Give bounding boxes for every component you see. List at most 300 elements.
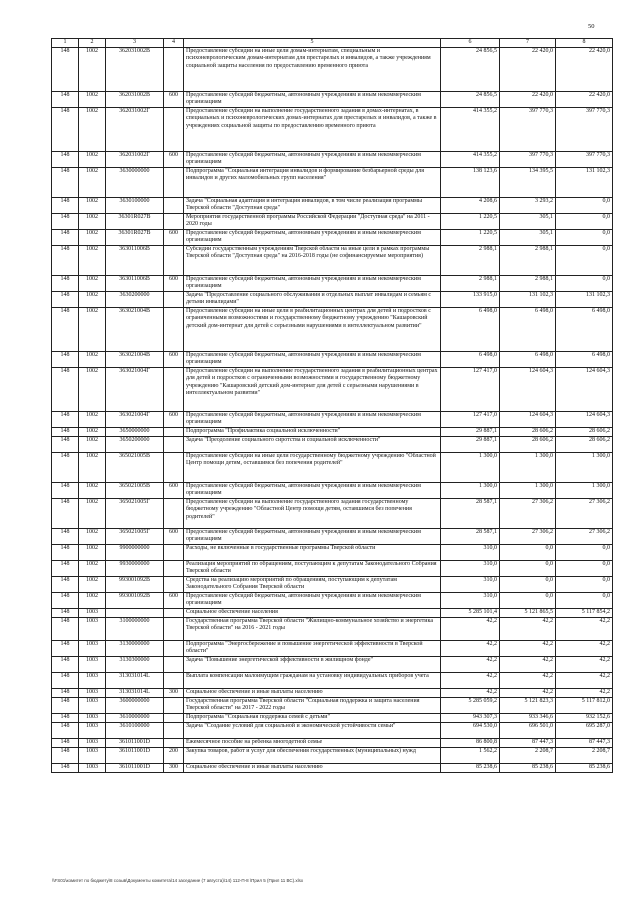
cell-amount-year1: 28 587,1	[441, 529, 500, 545]
cell-glav: 148	[52, 412, 79, 428]
cell-amount-year3: 397 770,3	[556, 152, 613, 168]
cell-name: Предоставление субсидий бюджетным, автономным учреждениям и иным некоммерческим организациям	[184, 412, 441, 428]
cell-amount-year3: 0,0	[556, 246, 613, 276]
cell-expense-type: 300	[164, 764, 184, 773]
table-row	[52, 168, 613, 198]
cell-amount-year3: 28 606,2	[556, 428, 613, 437]
cell-name: Подпрограмма "Социальная поддержка семей с детьми"	[184, 714, 441, 723]
cell-amount-year3: 42,2	[556, 618, 613, 641]
cell-expense-type	[164, 499, 184, 529]
cell-expense-type	[164, 657, 184, 673]
cell-expense-type: 600	[164, 276, 184, 292]
table-row	[52, 739, 613, 748]
cell-name: Реализация мероприятий по обращениям, поступающим к депутатам Законодательного Собрания Тверской области	[184, 561, 441, 577]
cell-amount-year1: 414 355,2	[441, 152, 500, 168]
cell-name: Мероприятия государственной программы Российской Федерации "Доступная среда" на 2011 - 2020 годы	[184, 214, 441, 230]
column-number: 3	[106, 39, 164, 48]
table-row	[52, 230, 613, 246]
cell-glav: 148	[52, 483, 79, 499]
cell-glav: 148	[52, 641, 79, 657]
cell-expense-type: 600	[164, 230, 184, 246]
cell-amount-year3: 0,0	[556, 561, 613, 577]
table-row	[52, 276, 613, 292]
cell-target-article: 3130300000	[106, 657, 164, 673]
cell-expense-type: 600	[164, 412, 184, 428]
cell-amount-year2: 397 770,3	[500, 108, 556, 152]
cell-target-article: 365021005В	[106, 483, 164, 499]
cell-target-article: 993001092В	[106, 577, 164, 593]
cell-target-article: 361011001D	[106, 748, 164, 764]
cell-name: Предоставление субсидии на иные цели в реабилитационных центрах для детей и подростков с ограниченными возможностями и государственному бюджетному учреждению "Кашаровский детский дом-интернат для детей с серьезными нарушениями в интеллектуальном развитии"	[184, 308, 441, 352]
cell-amount-year2: 27 306,2	[500, 499, 556, 529]
cell-expense-type	[164, 198, 184, 214]
cell-name: Предоставление субсидии на выполнение государственного задания в реабилитационных центрах для детей и подростков с ограниченными возможностями и государственному бюджетному учреждению "Кашаровский детский дом-интернат для детей с серьезными нарушениями в интеллектуальном развитии"	[184, 368, 441, 412]
cell-amount-year3: 0,0	[556, 276, 613, 292]
cell-amount-year3: 28 606,2	[556, 437, 613, 453]
cell-section: 1002	[79, 152, 106, 168]
cell-glav: 148	[52, 529, 79, 545]
budget-table	[51, 38, 613, 773]
table-row	[52, 618, 613, 641]
cell-name: Закупка товаров, работ и услуг для обеспечения государственных (муниципальных) нужд	[184, 748, 441, 764]
cell-amount-year3: 42,2	[556, 657, 613, 673]
cell-amount-year2: 27 306,2	[500, 529, 556, 545]
cell-glav: 148	[52, 618, 79, 641]
cell-section: 1002	[79, 308, 106, 352]
cell-name: Задача "Повышение энергетической эффективности в жилищном фонде"	[184, 657, 441, 673]
cell-amount-year2: 42,2	[500, 641, 556, 657]
cell-amount-year1: 127 417,0	[441, 368, 500, 412]
cell-amount-year3: 22 420,0	[556, 48, 613, 92]
table-row	[52, 714, 613, 723]
cell-glav: 148	[52, 673, 79, 689]
cell-glav: 148	[52, 657, 79, 673]
table-row	[52, 308, 613, 352]
table-row	[52, 529, 613, 545]
table-row	[52, 748, 613, 764]
cell-amount-year2: 28 606,2	[500, 437, 556, 453]
cell-expense-type	[164, 723, 184, 739]
cell-amount-year1: 1 220,5	[441, 230, 500, 246]
cell-section: 1003	[79, 739, 106, 748]
cell-amount-year3: 932 152,6	[556, 714, 613, 723]
cell-amount-year3: 0,0	[556, 198, 613, 214]
cell-expense-type	[164, 437, 184, 453]
cell-amount-year2: 2 208,7	[500, 748, 556, 764]
cell-amount-year1: 1 220,5	[441, 214, 500, 230]
cell-expense-type	[164, 214, 184, 230]
cell-amount-year2: 0,0	[500, 561, 556, 577]
cell-target-article: 361011001D	[106, 764, 164, 773]
cell-amount-year2: 22 420,0	[500, 48, 556, 92]
cell-name: Задача "Предоставление социального обслуживания и отдельных выплат инвалидам и семьям с детьми инвалидами"	[184, 292, 441, 308]
cell-glav: 148	[52, 723, 79, 739]
table-row	[52, 48, 613, 92]
cell-glav: 148	[52, 292, 79, 308]
cell-glav: 148	[52, 689, 79, 698]
table-row	[52, 453, 613, 483]
table-row	[52, 593, 613, 609]
cell-name: Задача "Преодоление социального сиротства и социальной исключенности"	[184, 437, 441, 453]
cell-amount-year1: 29 887,1	[441, 428, 500, 437]
cell-section: 1003	[79, 764, 106, 773]
cell-name: Субсидии государственным учреждениям Тверской области на иные цели в рамках программы Тверской области "Доступная среда" на 2016-2018 годы (не софинансируемые мероприятия)	[184, 246, 441, 276]
column-number: 6	[441, 39, 500, 48]
cell-name: Задача "Социальная адаптация и интеграция инвалидов, в том числе реализация программы Тверской области "Доступная среда"	[184, 198, 441, 214]
cell-section: 1003	[79, 689, 106, 698]
cell-amount-year2: 305,1	[500, 214, 556, 230]
cell-target-article: 313031014L	[106, 673, 164, 689]
cell-amount-year1: 2 988,1	[441, 246, 500, 276]
cell-expense-type	[164, 168, 184, 198]
cell-expense-type	[164, 609, 184, 618]
cell-amount-year2: 28 606,2	[500, 428, 556, 437]
cell-section: 1002	[79, 108, 106, 152]
cell-amount-year1: 85 238,6	[441, 764, 500, 773]
table-row	[52, 92, 613, 108]
cell-name: Предоставление субсидии на иные цели государственному бюджетному учреждению "Областной Центр помощи детям, оставшимся без попечения родителей"	[184, 453, 441, 483]
cell-amount-year2: 0,0	[500, 545, 556, 561]
cell-target-article: 363021004В	[106, 308, 164, 352]
cell-name: Предоставление субсидий бюджетным, автономным учреждениям и иным некоммерческим организациям	[184, 230, 441, 246]
column-number: 4	[164, 39, 184, 48]
cell-amount-year2: 42,2	[500, 673, 556, 689]
cell-section: 1002	[79, 168, 106, 198]
table-row	[52, 698, 613, 714]
cell-target-article: 363021004Г	[106, 368, 164, 412]
cell-glav: 148	[52, 352, 79, 368]
cell-amount-year2: 0,0	[500, 577, 556, 593]
cell-glav: 148	[52, 593, 79, 609]
cell-section: 1002	[79, 92, 106, 108]
cell-expense-type: 600	[164, 483, 184, 499]
page-number: 50	[588, 23, 595, 30]
cell-glav: 148	[52, 499, 79, 529]
cell-section: 1003	[79, 609, 106, 618]
cell-target-article: 3600000000	[106, 698, 164, 714]
cell-section: 1002	[79, 276, 106, 292]
cell-amount-year1: 133 915,0	[441, 292, 500, 308]
cell-expense-type	[164, 561, 184, 577]
cell-glav: 148	[52, 48, 79, 92]
cell-amount-year1: 138 123,6	[441, 168, 500, 198]
cell-section: 1002	[79, 529, 106, 545]
cell-amount-year1: 310,0	[441, 593, 500, 609]
cell-amount-year3: 5 117 812,0	[556, 698, 613, 714]
cell-amount-year1: 24 856,5	[441, 92, 500, 108]
cell-glav: 148	[52, 428, 79, 437]
cell-expense-type	[164, 308, 184, 352]
cell-section: 1003	[79, 723, 106, 739]
cell-name: Предоставление субсидий бюджетным, автономным учреждениям и иным некоммерческим организациям	[184, 529, 441, 545]
cell-expense-type	[164, 673, 184, 689]
cell-name: Предоставление субсидий бюджетным, автономным учреждениям и иным некоммерческим организациям	[184, 593, 441, 609]
cell-glav: 148	[52, 609, 79, 618]
cell-glav: 148	[52, 545, 79, 561]
cell-glav: 148	[52, 698, 79, 714]
cell-glav: 148	[52, 437, 79, 453]
cell-amount-year2: 124 604,3	[500, 368, 556, 412]
cell-amount-year1: 5 285 101,4	[441, 609, 500, 618]
cell-amount-year2: 1 300,0	[500, 453, 556, 483]
cell-amount-year3: 0,0	[556, 214, 613, 230]
column-number: 5	[184, 39, 441, 48]
cell-target-article: 3650000000	[106, 428, 164, 437]
cell-amount-year3: 0,0	[556, 577, 613, 593]
cell-amount-year2: 5 121 865,5	[500, 609, 556, 618]
column-number: 8	[556, 39, 613, 48]
cell-glav: 148	[52, 92, 79, 108]
cell-name: Социальное обеспечение и иные выплаты населению	[184, 764, 441, 773]
cell-target-article: 9900000000	[106, 545, 164, 561]
cell-amount-year1: 6 498,0	[441, 308, 500, 352]
table-row	[52, 368, 613, 412]
cell-section: 1002	[79, 368, 106, 412]
table-row	[52, 108, 613, 152]
cell-amount-year3: 22 420,0	[556, 92, 613, 108]
cell-amount-year1: 29 887,1	[441, 437, 500, 453]
cell-amount-year3: 695 287,0	[556, 723, 613, 739]
cell-amount-year3: 397 770,3	[556, 108, 613, 152]
cell-section: 1002	[79, 483, 106, 499]
cell-glav: 148	[52, 152, 79, 168]
column-number: 2	[79, 39, 106, 48]
cell-section: 1003	[79, 714, 106, 723]
cell-amount-year2: 0,0	[500, 593, 556, 609]
cell-section: 1003	[79, 698, 106, 714]
cell-amount-year2: 22 420,0	[500, 92, 556, 108]
cell-section: 1002	[79, 198, 106, 214]
table-row	[52, 764, 613, 773]
table-row	[52, 609, 613, 618]
cell-target-article: 3100000000	[106, 618, 164, 641]
cell-amount-year3: 27 306,2	[556, 529, 613, 545]
table-row	[52, 246, 613, 276]
cell-amount-year3: 0,0	[556, 593, 613, 609]
cell-amount-year2: 1 300,0	[500, 483, 556, 499]
table-row	[52, 214, 613, 230]
cell-name: Предоставление субсидий бюджетным, автономным учреждениям и иным некоммерческим организациям	[184, 92, 441, 108]
file-path-footer: \\FS01\комитет по бюджету\8 созыв\Документы комитета\14 заседание (7 августа)\14) 112-П-8 \Прил 5 (Прил 11 ВС).xlsx	[52, 878, 304, 883]
cell-section: 1003	[79, 618, 106, 641]
cell-glav: 148	[52, 230, 79, 246]
table-row	[52, 483, 613, 499]
cell-name: Предоставление субсидии на иные цели домам-интернатам, специальным и психоневрологическим домам-интернатам для престарелых и инвалидов, а также учреждениям социальной защиты населения по предоставлению временного приюта	[184, 48, 441, 92]
cell-name: Предоставление субсидий бюджетным, автономным учреждениям и иным некоммерческим организациям	[184, 483, 441, 499]
table-row	[52, 428, 613, 437]
cell-amount-year1: 24 856,5	[441, 48, 500, 92]
cell-amount-year3: 27 306,2	[556, 499, 613, 529]
cell-amount-year2: 85 238,6	[500, 764, 556, 773]
cell-section: 1002	[79, 577, 106, 593]
cell-target-article: 363011006В	[106, 276, 164, 292]
cell-section: 1002	[79, 453, 106, 483]
cell-amount-year1: 127 417,0	[441, 412, 500, 428]
cell-amount-year2: 397 770,3	[500, 152, 556, 168]
cell-expense-type: 600	[164, 92, 184, 108]
cell-amount-year3: 42,2	[556, 673, 613, 689]
table-row	[52, 657, 613, 673]
cell-amount-year2: 134 395,5	[500, 168, 556, 198]
cell-name: Социальное обеспечение и иные выплаты населению	[184, 689, 441, 698]
cell-expense-type	[164, 618, 184, 641]
cell-amount-year3: 42,2	[556, 641, 613, 657]
cell-amount-year3: 87 447,3	[556, 739, 613, 748]
cell-amount-year1: 5 285 059,2	[441, 698, 500, 714]
cell-amount-year1: 2 988,1	[441, 276, 500, 292]
cell-expense-type	[164, 545, 184, 561]
table-row	[52, 198, 613, 214]
cell-target-article: 365021005Г	[106, 529, 164, 545]
cell-section: 1002	[79, 48, 106, 92]
cell-name: Расходы, не включенные в государственные программы Тверской области	[184, 545, 441, 561]
cell-target-article: 3130000000	[106, 641, 164, 657]
cell-expense-type	[164, 714, 184, 723]
cell-amount-year3: 131 102,3	[556, 168, 613, 198]
cell-amount-year3: 124 604,3	[556, 368, 613, 412]
cell-expense-type	[164, 428, 184, 437]
cell-amount-year2: 42,2	[500, 657, 556, 673]
cell-expense-type	[164, 641, 184, 657]
cell-target-article: 36301R027В	[106, 230, 164, 246]
cell-amount-year1: 310,0	[441, 545, 500, 561]
cell-amount-year2: 42,2	[500, 689, 556, 698]
cell-amount-year2: 87 447,3	[500, 739, 556, 748]
cell-section: 1002	[79, 214, 106, 230]
cell-amount-year2: 933 346,6	[500, 714, 556, 723]
cell-target-article: 993001092В	[106, 593, 164, 609]
cell-target-article: 3630000000	[106, 168, 164, 198]
cell-expense-type	[164, 246, 184, 276]
cell-expense-type: 600	[164, 352, 184, 368]
cell-glav: 148	[52, 739, 79, 748]
cell-expense-type: 200	[164, 748, 184, 764]
cell-section: 1003	[79, 641, 106, 657]
cell-section: 1002	[79, 561, 106, 577]
cell-section: 1002	[79, 352, 106, 368]
cell-expense-type	[164, 698, 184, 714]
cell-expense-type: 600	[164, 593, 184, 609]
cell-expense-type: 300	[164, 689, 184, 698]
cell-expense-type	[164, 739, 184, 748]
cell-amount-year3: 1 300,0	[556, 483, 613, 499]
cell-target-article: 362031002В	[106, 92, 164, 108]
cell-glav: 148	[52, 198, 79, 214]
cell-name: Государственная программа Тверской области "Социальная поддержка и защита населения Тверской области" на 2017 - 2022 годы	[184, 698, 441, 714]
table-row	[52, 437, 613, 453]
cell-glav: 148	[52, 453, 79, 483]
cell-name: Предоставление субсидии на выполнение государственного задания государственному бюджетному учреждению "Областной Центр помощи детям, оставшимся без попечения родителей"	[184, 499, 441, 529]
cell-amount-year3: 124 604,3	[556, 412, 613, 428]
cell-expense-type	[164, 292, 184, 308]
cell-amount-year1: 310,0	[441, 577, 500, 593]
cell-target-article: 362031002Г	[106, 108, 164, 152]
cell-section: 1003	[79, 748, 106, 764]
cell-name: Предоставление субсидии на выполнение государственного задания в домах-интернатах, в специальных и психоневрологических домах-интернатах для престарелых и инвалидов, а также в учреждениях социальной защиты по предоставлению временного приюта	[184, 108, 441, 152]
cell-name: Предоставление субсидий бюджетным, автономным учреждениям и иным некоммерческим организациям	[184, 152, 441, 168]
cell-expense-type: 600	[164, 152, 184, 168]
cell-section: 1002	[79, 292, 106, 308]
cell-expense-type	[164, 577, 184, 593]
table-row	[52, 561, 613, 577]
cell-amount-year1: 1 300,0	[441, 453, 500, 483]
cell-section: 1002	[79, 230, 106, 246]
cell-amount-year1: 42,2	[441, 689, 500, 698]
cell-name: Социальное обеспечение населения	[184, 609, 441, 618]
column-number-row	[52, 39, 613, 48]
cell-glav: 148	[52, 168, 79, 198]
cell-amount-year1: 414 355,2	[441, 108, 500, 152]
cell-name: Подпрограмма "Профилактика социальной исключенности"	[184, 428, 441, 437]
table-row	[52, 352, 613, 368]
cell-target-article: 3630200000	[106, 292, 164, 308]
table-row	[52, 723, 613, 739]
cell-expense-type	[164, 453, 184, 483]
cell-glav: 148	[52, 276, 79, 292]
cell-section: 1002	[79, 412, 106, 428]
cell-target-article: 313031014L	[106, 689, 164, 698]
cell-target-article: 3650200000	[106, 437, 164, 453]
cell-target-article	[106, 609, 164, 618]
cell-amount-year3: 6 498,0	[556, 308, 613, 352]
cell-target-article: 3630100000	[106, 198, 164, 214]
cell-target-article: 9930000000	[106, 561, 164, 577]
cell-amount-year3: 1 300,0	[556, 453, 613, 483]
cell-amount-year1: 42,2	[441, 657, 500, 673]
cell-target-article: 365021005В	[106, 453, 164, 483]
cell-glav: 148	[52, 561, 79, 577]
cell-section: 1002	[79, 545, 106, 561]
cell-amount-year3: 131 102,3	[556, 292, 613, 308]
cell-section: 1003	[79, 657, 106, 673]
table-row	[52, 499, 613, 529]
cell-name: Ежемесячное пособие на ребенка многодетной семье	[184, 739, 441, 748]
cell-glav: 148	[52, 214, 79, 230]
cell-target-article: 362031002В	[106, 48, 164, 92]
cell-target-article: 3610000000	[106, 714, 164, 723]
cell-amount-year1: 86 800,8	[441, 739, 500, 748]
cell-expense-type: 600	[164, 529, 184, 545]
table-row	[52, 152, 613, 168]
cell-amount-year2: 2 988,1	[500, 276, 556, 292]
cell-amount-year2: 131 102,3	[500, 292, 556, 308]
cell-glav: 148	[52, 764, 79, 773]
cell-section: 1003	[79, 673, 106, 689]
cell-section: 1002	[79, 437, 106, 453]
cell-amount-year3: 0,0	[556, 545, 613, 561]
cell-amount-year1: 1 562,2	[441, 748, 500, 764]
cell-section: 1002	[79, 246, 106, 276]
cell-target-article: 363011006В	[106, 246, 164, 276]
cell-amount-year3: 0,0	[556, 230, 613, 246]
cell-name: Подпрограмма "Социальная интеграция инвалидов и формирование безбарьерной среды для инвалидов и других маломобильных групп населения"	[184, 168, 441, 198]
cell-amount-year1: 4 208,6	[441, 198, 500, 214]
cell-amount-year1: 943 307,3	[441, 714, 500, 723]
cell-target-article: 363021004Г	[106, 412, 164, 428]
cell-amount-year1: 6 498,0	[441, 352, 500, 368]
table-row	[52, 673, 613, 689]
cell-name: Выплата компенсации малоимущим гражданам на установку индивидуальных приборов учета	[184, 673, 441, 689]
cell-amount-year1: 42,2	[441, 673, 500, 689]
cell-amount-year1: 310,0	[441, 561, 500, 577]
cell-section: 1002	[79, 499, 106, 529]
cell-amount-year3: 42,2	[556, 689, 613, 698]
cell-name: Средства на реализацию мероприятий по обращениям, поступающим к депутатам Законодательного Собрания Тверской области	[184, 577, 441, 593]
cell-target-article: 361011001D	[106, 739, 164, 748]
cell-name: Предоставление субсидий бюджетным, автономным учреждениям и иным некоммерческим организациям	[184, 276, 441, 292]
cell-amount-year2: 124 604,3	[500, 412, 556, 428]
table-row	[52, 641, 613, 657]
